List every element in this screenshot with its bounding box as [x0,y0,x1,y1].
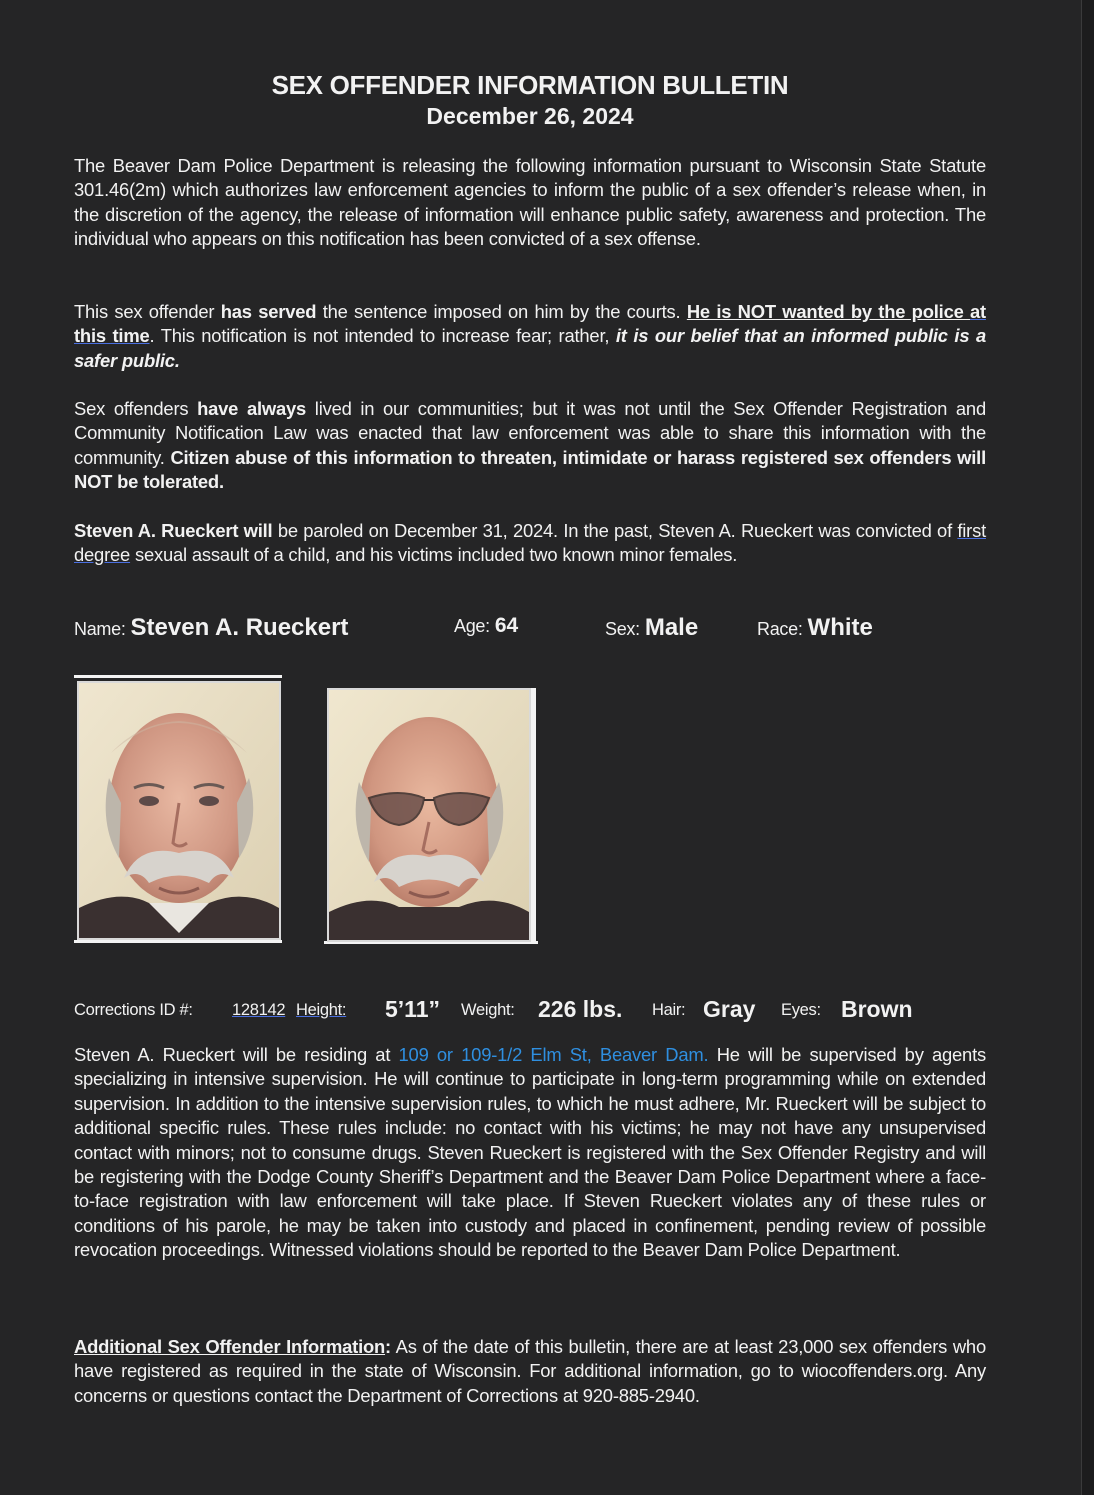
intro-paragraph [74,154,986,252]
race-value: White [807,614,873,641]
law-text-1: Sex offenders [74,398,198,419]
name-label: Name: [74,619,126,639]
parole-text-bold: Steven A. Rueckert will [74,520,273,541]
served-text-1: This sex offender [74,301,221,322]
corrections-id-value: 128142 [232,1001,286,1019]
parole-paragraph [74,519,986,568]
bulletin-date: December 26, 2024 [426,103,634,129]
residence-text-2: He will be supervised by agents specializing in intensive supervision. He will continue to participate in long-term programming while on extended supervision. In addition to the intensive supervision rules, to which he must adhere, Mr. Rueckert will be subject to additional specific rules. These rules include: no contact with his victims; he may not have any unsupervised contact with minors; not to consume drugs. Steven Rueckert is registered with the Sex Offender Registry and will be registering with the Dodge County Sheriff’s Department and the Beaver Dam Police Department where a face-to-face registration with law enforcement will take place. If Steven Rueckert violates any of these rules or conditions of his parole, he may be taken into custody and placed in confinement, pending review of possible revocation proceedings. Witnessed violations should be reported to the Beaver Dam Police Department. [74,1044,986,1261]
corrections-id-label: Corrections ID #: [74,1001,193,1019]
race-field [757,614,873,642]
offender-photo-front [77,681,281,940]
law-text-2: lived in our communities; but it was not until the Sex Offender Registration and Community Notification Law was enacted that law enforcement was able to share this information with the community. [74,398,986,468]
height-label: Height: [296,1001,347,1019]
intro-text: The Beaver Dam Police Department is releasing the following information pursuant to Wisconsin State Statute 301.46(2m) which authorizes law enforcement agencies to inform the public of a sex offender’s release when, in the discretion of the agency, the release of information will enhance public safety, awareness and protection. The individual who appears on this notification has been convicted of a sex offense. [74,155,986,250]
offender-photo-glasses [327,688,531,942]
race-label: Race: [757,619,803,639]
weight-value: 226 lbs. [538,996,623,1022]
bulletin-title: SEX OFFENDER INFORMATION BULLETIN [271,70,789,100]
page-edge [1081,0,1094,1495]
hair-value: Gray [703,996,756,1022]
parole-text-2: sexual assault of a child, and his victims included two known minor females. [130,544,738,566]
sex-value: Male [644,614,699,641]
age-label: Age: [454,616,490,636]
address-link[interactable]: 109 or 109-1/2 Elm St, Beaver Dam. [398,1044,709,1065]
photo-frame-line [74,675,282,678]
eyes-label: Eyes: [781,1001,821,1019]
abuse-warning-text: Citizen abuse of this information to threaten, intimidate or harass registered sex offenders will NOT be tolerated. [74,446,986,493]
name-value: Steven A. Rueckert [130,614,349,641]
notification-law-paragraph [74,397,986,495]
not-wanted-text: He is NOT wanted by the police [686,301,971,322]
weight-label: Weight: [461,1001,515,1019]
photo-frame-line [74,940,282,943]
served-paragraph [74,300,986,373]
informed-public-text: it is our belief that an informed public is a safer public. [74,325,986,371]
additional-info-text: As of the date of this bulletin, there are at least 23,000 sex offenders who have registered as required in the state of Wisconsin. For additional information, go to wiocoffenders.org. Any concerns or questions contact the Department of Corrections at 920-885-2940. [74,1336,986,1406]
physical-details-row [74,996,1004,1028]
served-text-3: . This notification is not intended to increase fear; rather, [149,325,616,347]
residence-text-1: Steven A. Rueckert will be residing at [74,1044,399,1065]
parole-text-1: be paroled on December 31, 2024. In the past, Steven A. Rueckert was convicted of [272,520,958,541]
portrait-image [79,683,279,938]
offender-info-row [74,614,974,648]
age-value: 64 [494,614,519,637]
height-value: 5’11” [385,996,440,1022]
portrait-image-glasses [329,690,529,940]
served-text-bold: has served [220,301,317,322]
first-degree-text: first degree [74,520,986,566]
additional-info-colon: : [385,1336,391,1357]
age-field [454,614,518,638]
sex-label: Sex: [605,619,640,639]
served-text-2: the sentence imposed on him by the courts. [316,301,687,322]
additional-info-heading: Additional Sex Offender Information [74,1336,386,1357]
residence-paragraph [74,1043,986,1263]
at-this-time-text: at this time [74,301,986,347]
hair-label: Hair: [652,1001,686,1019]
name-field [74,614,348,642]
law-text-bold: have always [197,398,307,419]
sex-field [605,614,698,642]
eyes-value: Brown [841,996,913,1022]
additional-info-paragraph [74,1335,986,1408]
